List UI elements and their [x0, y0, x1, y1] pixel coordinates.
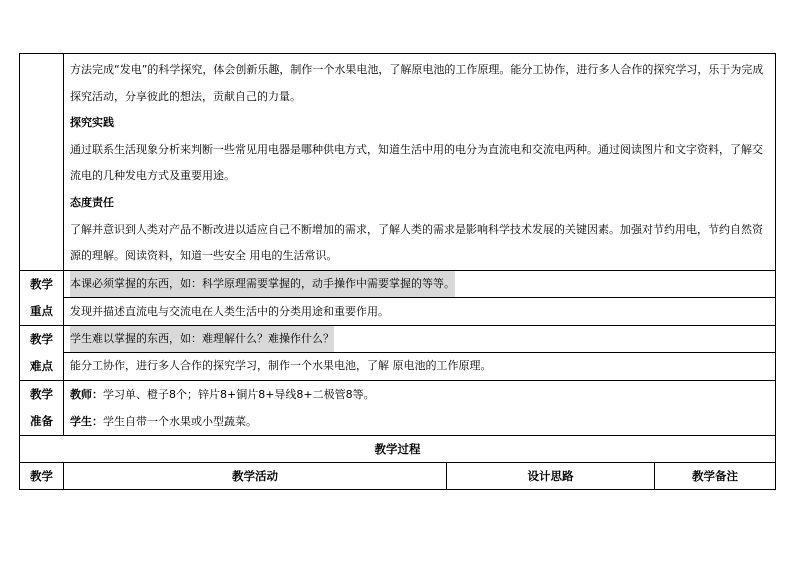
difficulties-label-line2: 难点: [30, 358, 53, 373]
difficulties-text: 能分工协作，进行多人合作的探究学习，制作一个水果电池，了解 原电池的工作原理。: [70, 358, 492, 372]
difficulties-label: [20, 325, 64, 380]
goals-label-cell: [20, 54, 64, 271]
attitude-heading: 态度责任: [70, 195, 114, 209]
key-points-text: 发现并描述直流电与交流电在人类生活中的分类用途和重要作用。: [70, 304, 389, 318]
process-col-notes: 教学备注: [655, 462, 776, 489]
process-col-stage: 教学: [20, 462, 64, 489]
key-points-hint: 本课必须掌握的东西，如：科学原理需要掌握的，动手操作中需要掌握的等等。: [70, 271, 455, 297]
student-prep-text: 学生自带一个水果或小型蔬菜。: [103, 414, 257, 428]
practice-text: 通过联系生活现象分析来判断一些常见用电器是哪种供电方式，知道生活中用的电分为直流电和交流电两种。通过阅读图片和文字资料，了解交流电的几种发电方式及重要用途。: [70, 142, 763, 183]
process-title-row: [20, 435, 776, 462]
process-title: 教学过程: [20, 435, 776, 462]
process-col-activity: 教学活动: [64, 462, 447, 489]
student-label: 学生：: [70, 414, 103, 428]
practice-heading: 探究实践: [70, 116, 114, 130]
key-points-label-line2: 重点: [30, 303, 53, 318]
attitude-text: 了解并意识到人类对产品不断改进以适应自己不断增加的需求，了解人类的需求是影响科学技术发展的关键因素。加强对节约用电，节约自然资源的理解。阅读资料，知道一些安全 用电的生活常识。: [70, 222, 763, 263]
teacher-prep-text: 学习单、橙子8个；锌片8+铜片8+导线8+二极管8等。: [103, 387, 375, 401]
key-points-label: [20, 270, 64, 325]
key-points-label-line1: 教学: [30, 276, 53, 291]
difficulties-hint: 学生难以掌握的东西，如：难理解什么？难操作什么？: [70, 326, 334, 352]
difficulties-row: [20, 325, 776, 380]
process-col-design: 设计思路: [447, 462, 655, 489]
key-points-row: [20, 270, 776, 325]
key-points-content: [64, 270, 776, 325]
preparation-label-line1: 教学: [30, 386, 53, 401]
difficulties-content: [64, 325, 776, 380]
key-points-hint-line: [64, 271, 775, 298]
preparation-label: [20, 380, 64, 435]
teacher-prep-line: [64, 381, 775, 408]
lesson-plan-table: [19, 53, 776, 490]
goals-row: [20, 54, 776, 271]
preparation-label-line2: 准备: [30, 413, 53, 428]
goals-content-cell: [64, 54, 776, 271]
preparation-content: [64, 380, 776, 435]
preparation-row: [20, 380, 776, 435]
process-header-row: [20, 462, 776, 489]
teacher-label: 教师：: [70, 387, 103, 401]
student-prep-line: [64, 408, 775, 435]
difficulties-label-line1: 教学: [30, 331, 53, 346]
goals-intro-text: 方法完成“发电”的科学探究，体会创新乐趣，制作一个水果电池，了解原电池的工作原理。能分工协作，进行多人合作的探究学习，乐于为完成探究活动，分享彼此的想法，贡献自己的力量。: [70, 63, 764, 103]
difficulties-hint-line: [64, 326, 775, 353]
